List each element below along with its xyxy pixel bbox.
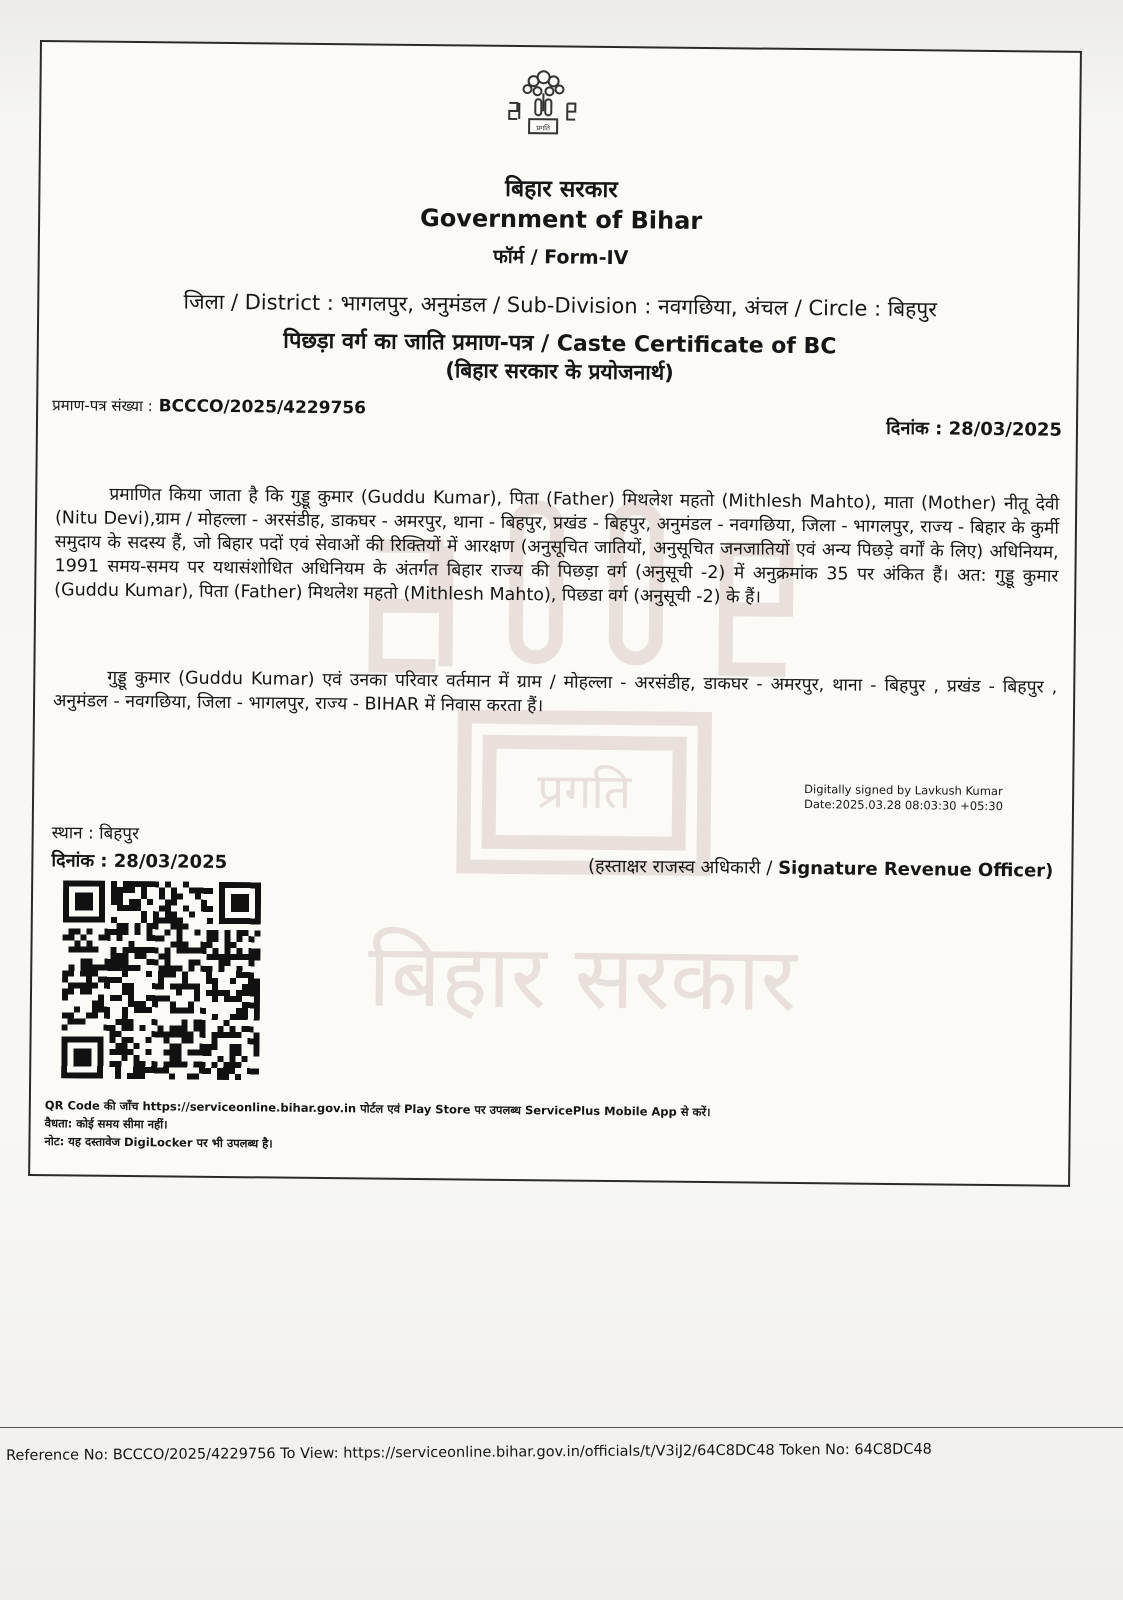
hindi-title: बिहार सरकार — [504, 175, 618, 204]
bihar-emblem — [503, 63, 584, 140]
circle-value: बिहपुर — [887, 296, 938, 322]
certificate-number-value: BCCCO/2025/4229756 — [158, 396, 367, 419]
signature-label-english: Signature Revenue Officer) — [778, 857, 1054, 882]
reference-divider — [0, 1427, 1123, 1428]
signature-label-hindi: (हस्ताक्षर राजस्व अधिकारी / — [587, 855, 773, 879]
qr-code[interactable] — [61, 880, 261, 1080]
location-line — [39, 286, 1081, 325]
issue-date: दिनांक : 28/03/2025 — [51, 850, 228, 874]
certificate-date — [886, 416, 1062, 442]
watermark-emblem-text: प्रगति — [536, 763, 632, 821]
verification-notes — [44, 1096, 710, 1157]
certificate-frame — [28, 40, 1082, 1187]
form-number: फॉर्म / Form-IV — [493, 245, 629, 270]
validity-note: वैधता: कोई समय सीमा नहीं। — [44, 1116, 168, 1132]
residence-paragraph: गुड्डू कुमार (Guddu Kumar) एवं उनका परिवार वर्तमान में ग्राम / मोहल्ला - अरसंडीह, डाकघर - अमरपुर, थाना - बिहपुर , प्रखंड - बिहपुर , अनुमंडल - नवगछिया, जिला - भागलपुर, राज्य - BIHAR में निवास करता हैं। — [52, 667, 1058, 717]
certificate-number-label: प्रमाण-पत्र संख्या : — [52, 396, 153, 416]
digital-signature — [804, 782, 1003, 814]
emblem-text: प्रगति — [536, 124, 551, 133]
district-value: भागलपुर, — [340, 291, 415, 316]
certificate-type: पिछड़ा वर्ग का जाति प्रमाण-पत्र / Caste Certificate of BC — [283, 328, 837, 360]
reference-line: Reference No: BCCCO/2025/4229756 To View: https://serviceonline.bihar.gov.in/officials/t/V3iJ2/64C8DC48 Token No: 64C8DC48 — [6, 1441, 932, 1464]
place: स्थान : बिहपुर — [51, 823, 140, 845]
subdivision-value: नवगछिया, — [657, 294, 738, 320]
certification-paragraph: प्रमाणित किया जाता है कि गुड्डू कुमार (Guddu Kumar), पिता (Father) मिथलेश महतो (Mithlesh Mahto), माता (Mother) नीतू देवी (Nitu Devi),ग्राम / मोहल्ला - अरसंडीह, डाकघर - अमरपुर, थाना - बिहपुर, प्रखंड - बिहपुर, अनुमंडल - नवगछिया, जिला - भागलपुर, राज्य - बिहार के कुर्मी समुदाय के सदस्य हैं, जो बिहार पदों एवं सेवाओं की रिक्तियों में आरक्षण (अनुसूचित जातियों, अनुसूचित जनजातियों एवं अन्य पिछड़े वर्गों के लिए) अधिनियम, 1991 समय-समय पर यथासंशोधित अधिनियम के अंतर्गत बिहार राज्य की पिछड़ा वर्ग (अनुसूची -2) में अनुक्रमांक 35 पर अंकित हैं। अत: गुड्डू कुमार (Guddu Kumar), पिता (Father) मिथलेश महतो (Mithlesh Mahto), पिछडा वर्ग (अनुसूची -2) के हैं। — [54, 484, 1060, 608]
digital-signature-date: Date:2025.03.28 08:03:30 +05:30 — [803, 797, 1004, 814]
subdivision-label: अनुमंडल / Sub-Division : — [420, 292, 652, 319]
digital-signature-signer: Digitally signed by Lavkush Kumar — [804, 782, 1003, 799]
signature-label — [588, 854, 1054, 883]
certificate-number — [52, 395, 366, 418]
certificate-purpose: (बिहार सरकार के प्रयोजनार्थ) — [445, 358, 674, 385]
circle-label: अंचल / Circle : — [744, 295, 882, 321]
digilocker-note: नोट: यह दस्तावेज DigiLocker पर भी उपलब्ध है। — [44, 1134, 273, 1151]
district-label: जिला / District : — [183, 289, 335, 316]
certificate-date-value: 28/03/2025 — [948, 418, 1063, 441]
qr-verification-note: QR Code की जाँच https://serviceonline.bihar.gov.in पोर्टल एवं Play Store पर उपलब्ध ServicePlus Mobile App से करें। — [44, 1098, 711, 1120]
government-title: Government of Bihar — [419, 203, 703, 235]
watermark-text: बिहार सरकार — [367, 923, 797, 1031]
certificate-date-label: दिनांक : — [886, 417, 943, 440]
